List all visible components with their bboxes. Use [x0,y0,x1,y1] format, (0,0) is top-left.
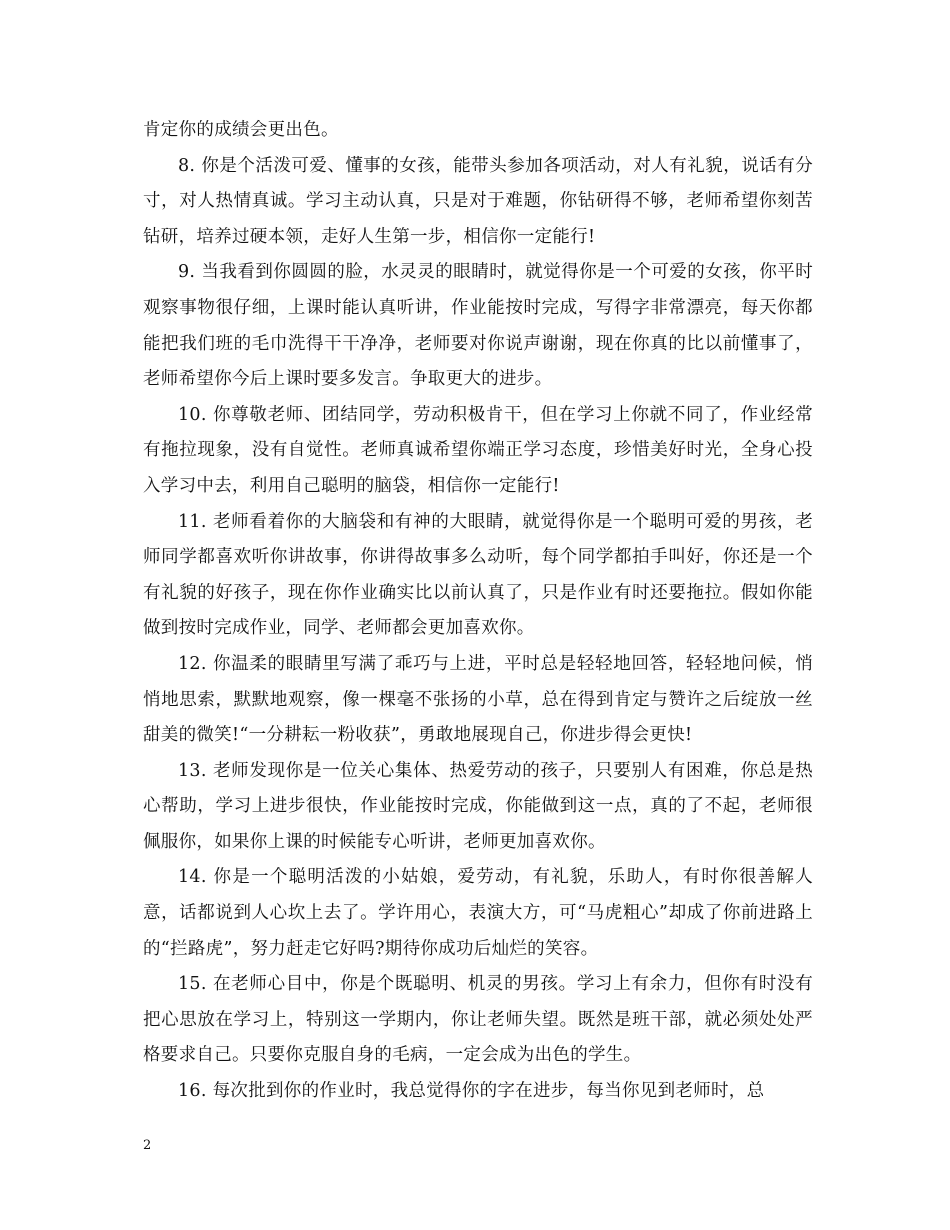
paragraph-item-9: 9. 当我看到你圆圆的脸，水灵灵的眼睛时，就觉得你是一个可爱的女孩，你平时观察事物很仔细，上课时能认真听讲，作业能按时完成，写得字非常漂亮，每天你都能把我们班的毛巾洗得干干净净，老师要对你说声谢谢，现在你真的比以前懂事了，老师希望你今后上课时要多发言。争取更大的进步。 [143,262,813,390]
paragraph-item-13: 13. 老师发现你是一位关心集体、热爱劳动的孩子，只要别人有困难，你总是热心帮助，学习上进步很快，作业能按时完成，你能做到这一点，真的了不起，老师很佩服你，如果你上课的时候能专心听讲，老师更加喜欢你。 [143,760,813,852]
paragraph-item-14: 14. 你是一个聪明活泼的小姑娘，爱劳动，有礼貌，乐助人，有时你很善解人意，话都说到人心坎上去了。学许用心，表演大方，可“马虎粗心”却成了你前进路上的“拦路虎”，努力赶走它好吗?期待你成功后灿烂的笑容。 [143,867,813,959]
paragraph-item-15: 15. 在老师心目中，你是个既聪明、机灵的男孩。学习上有余力，但你有时没有把心思放在学习上，特别这一学期内，你让老师失望。既然是班干部，就必须处处严格要求自己。只要你克服自身的毛病，一定会成为出色的学生。 [143,974,813,1066]
paragraph-item-10: 10. 你尊敬老师、团结同学，劳动积极肯干，但在学习上你就不同了，作业经常有拖拉现象，没有自觉性。老师真诚希望你端正学习态度，珍惜美好时光，全身心投入学习中去，利用自己聪明的脑袋，相信你一定能行! [143,404,813,496]
paragraph-item-12: 12. 你温柔的眼睛里写满了乖巧与上进，平时总是轻轻地回答，轻轻地问候，悄悄地思索，默默地观察，像一棵毫不张扬的小草，总在得到肯定与赞许之后绽放一丝甜美的微笑!“一分耕耘一粉收获”，勇敢地展现自己，你进步得会更快! [143,653,813,746]
document-body [143,113,813,1110]
paragraph-item-8: 8. 你是个活泼可爱、懂事的女孩，能带头参加各项活动，对人有礼貌，说话有分寸，对人热情真诚。学习主动认真，只是对于难题，你钻研得不够，老师希望你刻苦钻研，培养过硬本领，走好人生第一步，相信你一定能行! [143,155,813,247]
page-number: 2 [143,1138,152,1153]
paragraph-continuation: 肯定你的成绩会更出色。 [143,120,339,140]
paragraph-item-11: 11. 老师看着你的大脑袋和有神的大眼睛，就觉得你是一个聪明可爱的男孩，老师同学都喜欢听你讲故事，你讲得故事多么动听，每个同学都拍手叫好，你还是一个有礼貌的好孩子，现在你作业确实比以前认真了，只是作业有时还要拖拉。假如你能做到按时完成作业，同学、老师都会更加喜欢你。 [143,511,813,639]
paragraph-item-16: 16. 每次批到你的作业时，我总觉得你的字在进步，每当你见到老师时，总 [178,1081,765,1102]
